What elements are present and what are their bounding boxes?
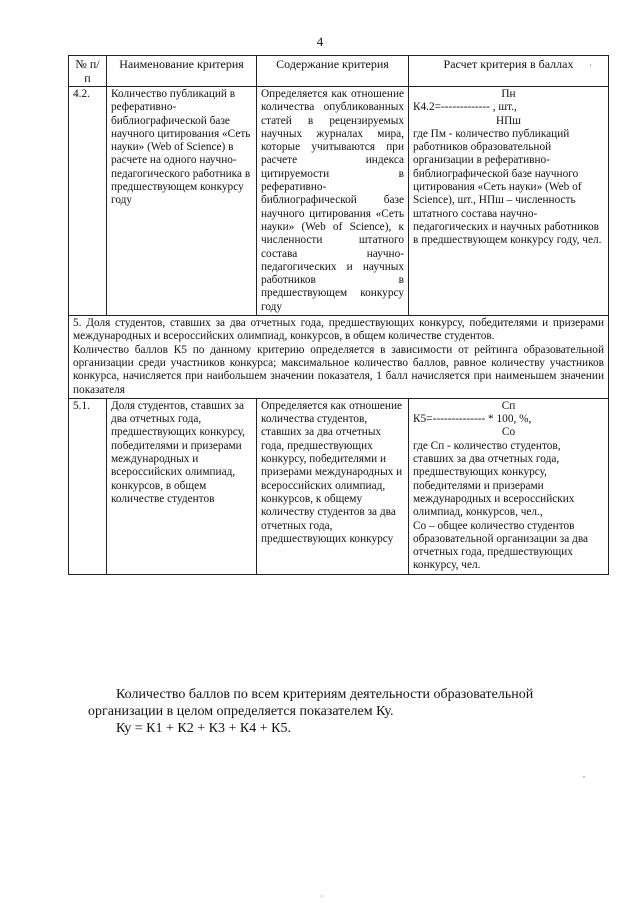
table-row-4-2 — [69, 87, 609, 316]
page-number: 4 — [316, 34, 324, 49]
formula-dashes: ------------- , шт., — [441, 101, 517, 114]
section-5-cell — [69, 316, 609, 399]
criterion-name: Количество публикаций в реферативно-библиографической базе научного цитирования «Сеть науки» (Web of Science) в расчете на одного научно-педагогического работника в предшествующем конкурсу году — [107, 87, 257, 316]
formula-numerator: Пн — [501, 88, 516, 100]
formula-explanation: где Сп - количество студентов, ставших за два отчетных года, предшествующих конкурсу, победителями и призерами международных и всероссийских олимпиад, конкурсов, чел., — [413, 439, 575, 519]
table-row-5-1 — [69, 398, 609, 574]
criterion-content: Определяется как отношение количества студентов, ставших за два отчетных года, предшествующих конкурсу, победителями и призерами международных и всероссийских олимпиад, конкурсов, к общему количеству студентов за два отчетных года, предшествующих конкурсу — [257, 398, 409, 574]
header-criterion-content: Содержание критерия — [257, 56, 409, 87]
formula-denominator: НПш — [495, 114, 521, 127]
formula-line — [413, 101, 604, 114]
row-number: 5.1. — [69, 398, 107, 574]
formula-denominator: Со — [501, 426, 516, 439]
summary-text: Количество баллов по всем критериям деятельности образовательной организации в целом определяется показателем Ку. — [88, 687, 534, 719]
section-5-row — [69, 316, 609, 399]
header-number: № п/п — [69, 56, 107, 87]
criterion-content: Определяется как отношение количества опубликованных статей в рецензируемых научных журналах мира, которые учитываются при расчете индекса цитируемости в реферативно-библиографической базе научного цитирования «Сеть науки» (Web of Science), к численности штатного состава научно-педагогических и научных работников в предшествующем конкурсу году — [257, 87, 409, 316]
section-5-text: Количество баллов К5 по данному критерию определяется в зависимости от рейтинга образовательной организации среди участников конкурса; максимальное количество баллов, равное количеству участников конкурса, начисляется при наибольшем значении показателя, 1 балл начисляется при наименьшем значении показателя — [73, 343, 604, 396]
table-header-row — [69, 56, 609, 87]
criterion-name: Доля студентов, ставших за два отчетных года, предшествующих конкурсу, победителями и призерами международных и всероссийских олимпиад, конкурсов, в общем количестве студентов — [107, 398, 257, 574]
formula-line — [413, 413, 604, 426]
formula-lhs: К5= — [413, 413, 433, 426]
formula-explanation: где Пм - количество публикаций работников образовательной организации в реферативно-библиографической базе научного цитирования «Сеть науки» (Web of Science), шт., НПш – численность штатного состава научно-педагогических и научных работников в предшествующем конкурсу году, чел. — [413, 127, 602, 247]
formula-numerator: Сп — [501, 399, 516, 412]
criterion-calculation — [409, 87, 609, 316]
header-criterion-calculation: Расчет критерия в баллах — [409, 56, 609, 87]
section-5-title: 5. Доля студентов, ставших за два отчетных года, предшествующих конкурсу, победителями и призерами международных и всероссийских олимпиад, конкурсов, в общем количестве студентов. — [73, 317, 604, 343]
summary-formula: Ку = К1 + К2 + К3 + К4 + К5. — [116, 721, 291, 736]
header-criterion-name: Наименование критерия — [107, 56, 257, 87]
criterion-calculation — [409, 398, 609, 574]
row-number: 4.2. — [69, 87, 107, 316]
formula-dashes: -------------- * 100, %, — [432, 413, 532, 426]
scan-mark: , — [583, 770, 585, 779]
scan-mark: · — [320, 892, 323, 901]
scan-mark: ' — [590, 63, 592, 72]
criteria-table — [68, 55, 609, 575]
formula-explanation-2: Со – общее количество студентов образовательной организации за два отчетных года, предшествующих конкурсу, чел. — [413, 519, 589, 572]
formula-lhs: К4.2= — [413, 101, 442, 114]
summary-block — [88, 686, 588, 737]
